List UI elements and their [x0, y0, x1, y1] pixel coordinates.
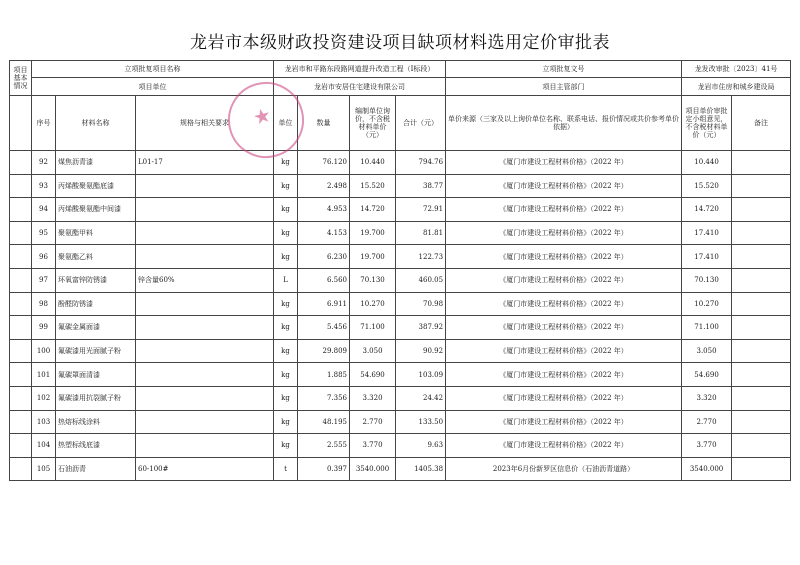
row-source: 《厦门市建设工程材料价格》（2022 年） [446, 363, 682, 387]
row-total: 90.92 [396, 339, 446, 363]
row-unit: kg [274, 292, 298, 316]
row-unit: kg [274, 245, 298, 269]
row-qty: 1.885 [298, 363, 350, 387]
row-spec: 60-100# [136, 457, 274, 481]
row-spec [136, 174, 274, 198]
row-material: 丙烯酸聚氨酯底漆 [56, 174, 136, 198]
table-row [10, 386, 791, 410]
blank [10, 174, 32, 198]
row-qty: 6.230 [298, 245, 350, 269]
table-row [10, 151, 791, 175]
row-unit: L [274, 268, 298, 292]
row-source: 《厦门市建设工程材料价格》（2022 年） [446, 386, 682, 410]
row-price: 3.050 [350, 339, 396, 363]
row-spec: L01-17 [136, 151, 274, 175]
row-source: 《厦门市建设工程材料价格》（2022 年） [446, 434, 682, 458]
row-price: 71.100 [350, 316, 396, 340]
row-spec [136, 198, 274, 222]
approved-name-label: 立项批复项目名称 [32, 61, 274, 78]
project-unit-row [10, 78, 791, 96]
row-unit: kg [274, 151, 298, 175]
row-unit: kg [274, 339, 298, 363]
row-material: 聚氨酯乙料 [56, 245, 136, 269]
row-qty: 2.555 [298, 434, 350, 458]
row-seq: 93 [32, 174, 56, 198]
row-seq: 105 [32, 457, 56, 481]
blank [10, 457, 32, 481]
col-material: 材料名称 [56, 96, 136, 151]
row-approved-price: 15.520 [682, 174, 732, 198]
row-total: 794.76 [396, 151, 446, 175]
table-row [10, 174, 791, 198]
row-source: 《厦门市建设工程材料价格》（2022 年） [446, 198, 682, 222]
table-row [10, 339, 791, 363]
row-remark [732, 316, 791, 340]
row-remark [732, 339, 791, 363]
row-seq: 96 [32, 245, 56, 269]
row-price: 19.700 [350, 221, 396, 245]
row-qty: 2.498 [298, 174, 350, 198]
row-total: 38.77 [396, 174, 446, 198]
row-qty: 6.560 [298, 268, 350, 292]
row-approved-price: 14.720 [682, 198, 732, 222]
row-material: 氟碳金属面漆 [56, 316, 136, 340]
blank [10, 339, 32, 363]
row-unit: kg [274, 434, 298, 458]
row-qty: 5.456 [298, 316, 350, 340]
row-total: 122.73 [396, 245, 446, 269]
row-price: 70.130 [350, 268, 396, 292]
row-source: 2023年6月份新罗区信息价（石油沥青道路） [446, 457, 682, 481]
row-spec [136, 434, 274, 458]
row-seq: 99 [32, 316, 56, 340]
row-price: 15.520 [350, 174, 396, 198]
col-seq: 序号 [32, 96, 56, 151]
row-total: 81.81 [396, 221, 446, 245]
row-price: 14.720 [350, 198, 396, 222]
table-row [10, 434, 791, 458]
blank [10, 221, 32, 245]
row-seq: 94 [32, 198, 56, 222]
approval-table [9, 60, 791, 481]
row-total: 387.92 [396, 316, 446, 340]
row-material: 煤焦沥青漆 [56, 151, 136, 175]
row-remark [732, 151, 791, 175]
row-seq: 98 [32, 292, 56, 316]
dept-label: 项目主管部门 [446, 78, 682, 96]
row-remark [732, 198, 791, 222]
project-info-side-label: 项目基本情况 [10, 61, 32, 96]
row-qty: 29.809 [298, 339, 350, 363]
row-unit: kg [274, 316, 298, 340]
row-remark [732, 457, 791, 481]
row-remark [732, 174, 791, 198]
row-remark [732, 292, 791, 316]
table-row [10, 198, 791, 222]
row-spec [136, 316, 274, 340]
row-spec [136, 292, 274, 316]
col-qty: 数量 [298, 96, 350, 151]
row-unit: t [274, 457, 298, 481]
row-approved-price: 17.410 [682, 245, 732, 269]
row-seq: 101 [32, 363, 56, 387]
row-material: 氟碳罩面清漆 [56, 363, 136, 387]
approved-doc-value: 龙发改审批〔2023〕41号 [682, 61, 791, 78]
blank [10, 434, 32, 458]
row-unit: kg [274, 363, 298, 387]
row-qty: 4.953 [298, 198, 350, 222]
row-unit: kg [274, 386, 298, 410]
row-material: 丙烯酸聚氨酯中间漆 [56, 198, 136, 222]
row-total: 24.42 [396, 386, 446, 410]
row-qty: 7.356 [298, 386, 350, 410]
row-unit: kg [274, 410, 298, 434]
row-total: 103.09 [396, 363, 446, 387]
blank [10, 410, 32, 434]
col-approved-price: 项目单价审批定小组意见，不含税材料单价（元） [682, 96, 732, 151]
row-material: 酚醛防锈漆 [56, 292, 136, 316]
row-qty: 48.195 [298, 410, 350, 434]
row-source: 《厦门市建设工程材料价格》（2022 年） [446, 339, 682, 363]
row-remark [732, 268, 791, 292]
blank [10, 386, 32, 410]
row-source: 《厦门市建设工程材料价格》（2022 年） [446, 410, 682, 434]
project-name-row [10, 61, 791, 78]
row-seq: 95 [32, 221, 56, 245]
table-row [10, 457, 791, 481]
col-spec: 规格与相关要求 [136, 96, 274, 151]
table-row [10, 221, 791, 245]
row-approved-price: 3540.000 [682, 457, 732, 481]
row-remark [732, 386, 791, 410]
row-material: 石油沥青 [56, 457, 136, 481]
table-row [10, 292, 791, 316]
row-seq: 103 [32, 410, 56, 434]
row-approved-price: 3.050 [682, 339, 732, 363]
row-approved-price: 2.770 [682, 410, 732, 434]
table-row [10, 363, 791, 387]
row-total: 133.50 [396, 410, 446, 434]
row-price: 19.700 [350, 245, 396, 269]
row-qty: 6.911 [298, 292, 350, 316]
row-spec [136, 339, 274, 363]
row-seq: 102 [32, 386, 56, 410]
row-unit: kg [274, 221, 298, 245]
row-spec [136, 221, 274, 245]
row-unit: kg [274, 174, 298, 198]
row-source: 《厦门市建设工程材料价格》（2022 年） [446, 316, 682, 340]
col-source: 单价来源（三家及以上询价单位名称、联系电话、报价情况或共价参考单价依据） [446, 96, 682, 151]
header-spacer [10, 96, 32, 151]
row-source: 《厦门市建设工程材料价格》（2022 年） [446, 174, 682, 198]
row-total: 1405.38 [396, 457, 446, 481]
row-source: 《厦门市建设工程材料价格》（2022 年） [446, 221, 682, 245]
row-price: 10.440 [350, 151, 396, 175]
table-row [10, 410, 791, 434]
blank [10, 198, 32, 222]
row-spec [136, 245, 274, 269]
approved-doc-label: 立项批复文号 [446, 61, 682, 78]
row-total: 460.05 [396, 268, 446, 292]
approved-name-value: 龙岩市和平路东段路网道提升改造工程（Ⅰ标段） [274, 61, 446, 78]
row-seq: 97 [32, 268, 56, 292]
row-spec [136, 363, 274, 387]
table-row [10, 268, 791, 292]
row-approved-price: 10.440 [682, 151, 732, 175]
row-material: 环氧富锌防锈漆 [56, 268, 136, 292]
row-remark [732, 434, 791, 458]
row-material: 氟碳漆用抗裂腻子粉 [56, 386, 136, 410]
row-seq: 104 [32, 434, 56, 458]
row-material: 聚氨酯甲料 [56, 221, 136, 245]
row-price: 3.770 [350, 434, 396, 458]
row-total: 9.63 [396, 434, 446, 458]
row-approved-price: 3.770 [682, 434, 732, 458]
row-spec: 锌含量60% [136, 268, 274, 292]
table-row [10, 316, 791, 340]
row-remark [732, 221, 791, 245]
row-source: 《厦门市建设工程材料价格》（2022 年） [446, 292, 682, 316]
blank [10, 268, 32, 292]
row-qty: 4.153 [298, 221, 350, 245]
row-approved-price: 71.100 [682, 316, 732, 340]
row-seq: 92 [32, 151, 56, 175]
row-source: 《厦门市建设工程材料价格》（2022 年） [446, 151, 682, 175]
row-source: 《厦门市建设工程材料价格》（2022 年） [446, 268, 682, 292]
unit-value: 龙岩市安居住宅建设有限公司 [274, 78, 446, 96]
row-remark [732, 410, 791, 434]
row-material: 热塑标线底漆 [56, 434, 136, 458]
row-price: 3.320 [350, 386, 396, 410]
row-remark [732, 245, 791, 269]
table-row [10, 245, 791, 269]
row-material: 氟碳漆用光面腻子粉 [56, 339, 136, 363]
row-approved-price: 10.270 [682, 292, 732, 316]
blank [10, 363, 32, 387]
row-source: 《厦门市建设工程材料价格》（2022 年） [446, 245, 682, 269]
row-spec [136, 410, 274, 434]
row-material: 热熔标线涂料 [56, 410, 136, 434]
row-price: 54.690 [350, 363, 396, 387]
row-qty: 76.120 [298, 151, 350, 175]
row-remark [732, 363, 791, 387]
col-total: 合计（元） [396, 96, 446, 151]
row-price: 3540.000 [350, 457, 396, 481]
row-spec [136, 386, 274, 410]
row-qty: 0.397 [298, 457, 350, 481]
blank [10, 151, 32, 175]
blank [10, 292, 32, 316]
row-unit: kg [274, 198, 298, 222]
row-approved-price: 54.690 [682, 363, 732, 387]
row-seq: 100 [32, 339, 56, 363]
col-unit: 单位 [274, 96, 298, 151]
row-price: 2.770 [350, 410, 396, 434]
row-approved-price: 70.130 [682, 268, 732, 292]
row-total: 70.98 [396, 292, 446, 316]
col-price: 编制单位询价，不含税材料单价（元） [350, 96, 396, 151]
row-total: 72.91 [396, 198, 446, 222]
seal-star-icon: ★ [250, 102, 274, 130]
unit-label: 项目单位 [32, 78, 274, 96]
page-title: 龙岩市本级财政投资建设项目缺项材料选用定价审批表 [190, 33, 610, 53]
blank [10, 245, 32, 269]
row-approved-price: 17.410 [682, 221, 732, 245]
blank [10, 316, 32, 340]
column-header-row [10, 96, 791, 151]
dept-value: 龙岩市住房和城乡建设局 [682, 78, 791, 96]
row-approved-price: 3.320 [682, 386, 732, 410]
col-remark: 备注 [732, 96, 791, 151]
row-price: 10.270 [350, 292, 396, 316]
